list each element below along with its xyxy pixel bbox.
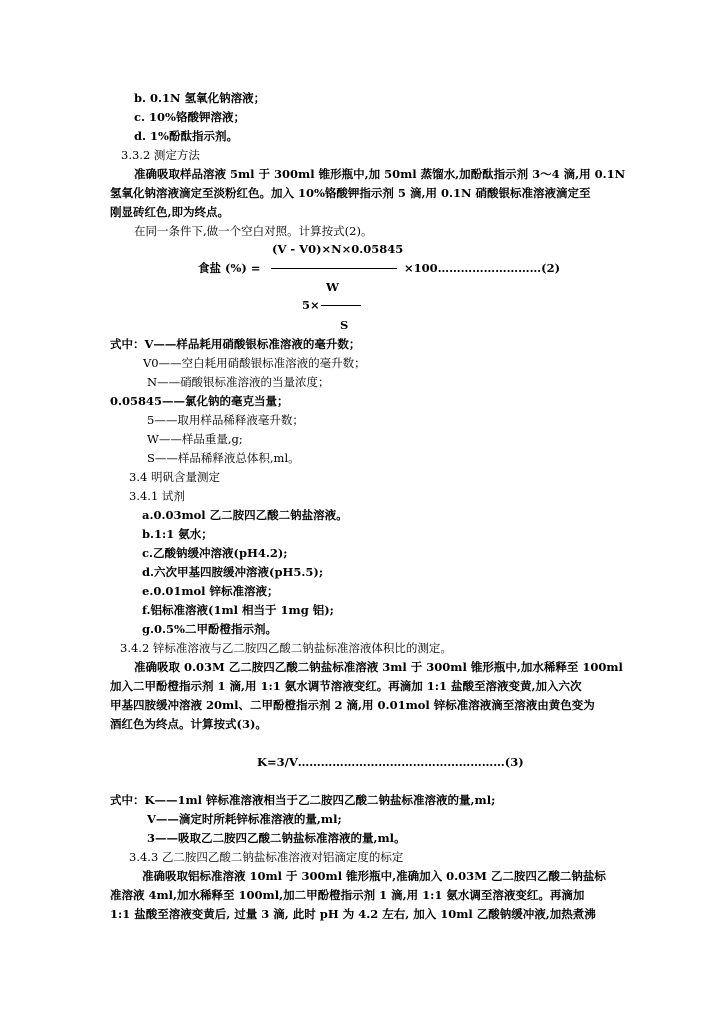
legend-line: S——样品稀释液总体积,ml。 [147, 451, 300, 465]
legend-line: 0.05845——氯化钠的毫克当量； [110, 394, 289, 408]
formula3: K=3/V………………………………………………(3) [257, 755, 524, 769]
paragraph-line: 甲基四胺缓冲溶液 20ml、二甲酚橙指示剂 2 滴,用 0.01mol 锌标准溶液滴至溶液由黄色变为 [110, 698, 595, 712]
paragraph-line: 1:1 盐酸至溶液变黄后, 过量 3 滴, 此时 pH 为 4.2 左右, 加入 10ml 乙酸钠缓冲液,加热煮沸 [110, 907, 596, 921]
paragraph-line: 氢氧化钠溶液滴定至淡粉红色。加入 10%铬酸钾指示剂 5 滴,用 0.1N 硝酸银标准溶液滴定至 [110, 186, 591, 200]
formula2-lhs: 食盐 (%) = [198, 261, 261, 275]
reagent-item: b.1:1 氨水； [142, 527, 213, 541]
section-heading-3-4-1: 3.4.1 试剂 [129, 489, 185, 503]
legend-line: V——滴定时所耗锌标准溶液的量,ml; [147, 812, 342, 826]
legend-line: W——样品重量,g; [147, 432, 243, 446]
section-heading-3-4-3: 3.4.3 乙二胺四乙酸二钠盐标准溶液对铝滴定度的标定 [129, 850, 404, 864]
section-heading-3-4-2: 3.4.2 锌标准溶液与乙二胺四乙酸二钠盐标准溶液体积比的测定。 [120, 641, 452, 655]
reagent-d: d. 1%酚酞指示剂。 [134, 129, 238, 143]
legend-line: 式中：V——样品耗用硝酸银标准溶液的毫升数； [110, 337, 361, 351]
formula2-sub-denominator: S [340, 318, 349, 332]
formula2-fraction-bar [271, 268, 397, 269]
legend-line: 式中：K——1ml 锌标准溶液相当于乙二胺四乙酸二钠盐标准溶液的量,ml; [110, 793, 496, 807]
legend-line: 5——取用样品稀释液毫升数； [147, 413, 304, 427]
reagent-item: d.六次甲基四胺缓冲溶液(pH5.5); [142, 565, 324, 579]
reagent-item: e.0.01mol 锌标准溶液； [142, 584, 279, 598]
reagent-item: c.乙酸钠缓冲溶液(pH4.2); [142, 546, 288, 560]
paragraph-line: 刚显砖红色,即为终点。 [110, 205, 230, 219]
formula2-rhs: ×100………………………(2) [404, 261, 561, 275]
paragraph-line: 在同一条件下,做一个空白对照。计算按式(2)。 [134, 224, 373, 238]
paragraph-line: 准溶液 4ml,加水稀释至 100ml,加二甲酚橙指示剂 1 滴,用 1:1 氨水调至溶液变红。再滴加 [110, 888, 585, 902]
reagent-b: b. 0.1N 氢氧化钠溶液； [134, 91, 266, 105]
section-heading-3-3-2: 3.3.2 测定方法 [121, 148, 200, 162]
formula2-denominator: W [326, 280, 339, 294]
legend-line: N——硝酸银标准溶液的当量浓度； [147, 375, 330, 389]
paragraph-line: 酒红色为终点。计算按式(3)。 [110, 717, 267, 731]
reagent-item: f.铝标准溶液(1ml 相当于 1mg 铝); [142, 603, 334, 617]
reagent-item: a.0.03mol 乙二胺四乙酸二钠盐溶液。 [142, 508, 348, 522]
formula2-numerator: (V - V0)×N×0.05845 [272, 242, 404, 256]
reagent-c: c. 10%铬酸钾溶液； [134, 110, 245, 124]
formula2-sub-fraction-bar [321, 305, 361, 306]
paragraph-line: 准确吸取 0.03M 乙二胺四乙酸二钠盐标准溶液 3ml 于 300ml 锥形瓶中,加水稀释至 100ml [134, 660, 623, 674]
section-heading-3-4: 3.4 明矾含量测定 [129, 470, 220, 484]
paragraph-line: 加入二甲酚橙指示剂 1 滴,用 1:1 氨水调节溶液变红。再滴加 1:1 盐酸至溶液变黄,加入六次 [110, 679, 582, 693]
paragraph-line: 准确吸取样品溶液 5ml 于 300ml 锥形瓶中,加 50ml 蒸馏水,加酚酞指示剂 3～4 滴,用 0.1N [134, 167, 626, 181]
reagent-item: g.0.5%二甲酚橙指示剂。 [142, 622, 277, 636]
formula2-sub-prefix: 5× [302, 298, 320, 312]
legend-line: 3——吸取乙二胺四乙酸二钠盐标准溶液的量,ml。 [147, 831, 406, 845]
legend-line: V0——空白耗用硝酸银标准溶液的毫升数； [143, 356, 366, 370]
paragraph-line: 准确吸取铝标准溶液 10ml 于 300ml 锥形瓶中,准确加入 0.03M 乙二胺四乙酸二钠盐标 [142, 869, 606, 883]
